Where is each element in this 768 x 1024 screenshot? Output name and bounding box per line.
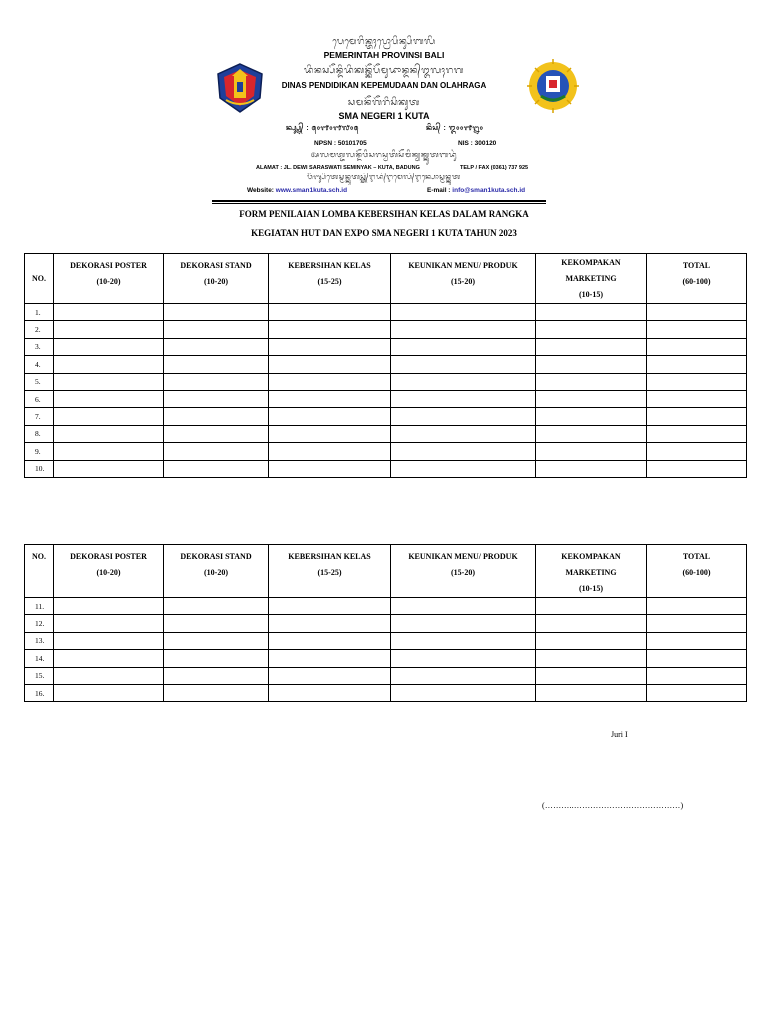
header-dekorasi-stand <box>164 545 269 598</box>
email-line <box>427 187 525 194</box>
table-row <box>25 390 747 407</box>
balinese-npsn-text: ᬦ᭄ᬧ᭄ᬲ᭄ᬦ᭄ : ᭕᭐᭑᭐᭑᭗᭐᭕ <box>286 125 359 132</box>
table-row <box>25 304 747 321</box>
score-cell-keunikan[interactable] <box>391 390 536 407</box>
table-header-row <box>25 545 747 598</box>
npsn-number: NPSN : 50101705 <box>314 140 367 147</box>
nis-number: NIS : 300120 <box>458 140 497 147</box>
table-row <box>25 356 747 373</box>
balinese-agency-text: ᬤᬶᬦᬲ᭄ᬧᭂᬦ᭄ᬤᬶᬤᬶᬓᬦ᭄ᬓᭂᬧᭂᬫᬸᬤᬵᬦ᭄ᬤᬦ᭄ᬑᬮᬄᬭᬕ <box>303 66 465 76</box>
row-number: 5. <box>25 373 54 390</box>
table-row <box>25 338 747 355</box>
row-number: 1. <box>25 304 54 321</box>
score-cell-keunikan[interactable] <box>391 425 536 442</box>
score-cell-stand[interactable] <box>164 615 269 632</box>
score-cell-keunikan[interactable] <box>391 667 536 684</box>
header-kekompakan-range: (10-15) <box>579 584 603 593</box>
score-cell-keunikan[interactable] <box>391 615 536 632</box>
website-label: Website: <box>247 187 274 194</box>
score-cell-total[interactable] <box>647 425 747 442</box>
header-total-range: (60-100) <box>682 277 711 286</box>
signature-line: (………..…………………………………) <box>542 801 684 810</box>
header-marketing-label: MARKETING <box>565 568 617 577</box>
score-cell-poster[interactable] <box>54 356 164 373</box>
score-cell-keunikan[interactable] <box>391 338 536 355</box>
score-cell-poster[interactable] <box>54 408 164 425</box>
header-kebersihan-range: (15-25) <box>317 277 342 286</box>
header-kebersihan-kelas <box>269 254 391 304</box>
score-cell-kekompakan[interactable] <box>536 684 647 701</box>
score-cell-keunikan[interactable] <box>391 356 536 373</box>
score-cell-kekompakan[interactable] <box>536 443 647 460</box>
header-total-label: TOTAL <box>682 261 711 270</box>
score-cell-kebersihan[interactable] <box>269 615 391 632</box>
header-dekorasi-stand <box>164 254 269 304</box>
header-no: NO. <box>25 545 54 598</box>
score-cell-kebersihan[interactable] <box>269 425 391 442</box>
score-cell-total[interactable] <box>647 632 747 649</box>
score-cell-total[interactable] <box>647 460 747 477</box>
score-cell-stand[interactable] <box>164 408 269 425</box>
header-total-label: TOTAL <box>682 552 711 561</box>
header-kekompakan-marketing <box>536 545 647 598</box>
score-cell-total[interactable] <box>647 443 747 460</box>
score-cell-keunikan[interactable] <box>391 598 536 615</box>
score-cell-poster[interactable] <box>54 390 164 407</box>
score-cell-kebersihan[interactable] <box>269 667 391 684</box>
header-kekompakan-range: (10-15) <box>579 289 603 299</box>
score-cell-poster[interactable] <box>54 615 164 632</box>
score-cell-poster[interactable] <box>54 650 164 667</box>
score-cell-kekompakan[interactable] <box>536 615 647 632</box>
table-row <box>25 667 747 684</box>
header-poster-label: DEKORASI POSTER <box>70 552 147 561</box>
score-cell-poster[interactable] <box>54 304 164 321</box>
table-row <box>25 650 747 667</box>
letterhead-divider-thin <box>212 203 546 204</box>
header-total <box>647 254 747 304</box>
score-cell-stand[interactable] <box>164 425 269 442</box>
score-cell-kebersihan[interactable] <box>269 356 391 373</box>
header-kebersihan-label: KEBERSIHAN KELAS <box>288 261 371 270</box>
score-cell-kebersihan[interactable] <box>269 373 391 390</box>
score-table-1-body <box>25 304 747 478</box>
header-poster-label: DEKORASI POSTER <box>70 261 147 270</box>
row-number: 6. <box>25 390 54 407</box>
table-row <box>25 373 747 390</box>
score-cell-keunikan[interactable] <box>391 632 536 649</box>
score-cell-stand[interactable] <box>164 598 269 615</box>
score-cell-stand[interactable] <box>164 390 269 407</box>
row-number: 3. <box>25 338 54 355</box>
table-row <box>25 408 747 425</box>
score-cell-kebersihan[interactable] <box>269 684 391 701</box>
score-cell-kekompakan[interactable] <box>536 338 647 355</box>
school-name: SMA NEGERI 1 KUTA <box>338 111 430 121</box>
score-cell-kekompakan[interactable] <box>536 408 647 425</box>
website-line <box>247 187 347 194</box>
score-cell-kekompakan[interactable] <box>536 304 647 321</box>
table-row <box>25 615 747 632</box>
score-cell-keunikan[interactable] <box>391 443 536 460</box>
balinese-web-text: ᬯᭂᬩ᭄ᬲᬶᬢᬾᬲ᭄ᬫᬦ᭄ᬓᬸᬢᬲ᭄ᬘ᭄ᬳ᭄ᬇᬤ᭄ᬇᬫᬾᬮ᭄ᬇᬦ᭄ᬧᭀᬲ᭄ᬫᬦ᭄ᬓᬸᬢ <box>307 173 461 181</box>
score-cell-total[interactable] <box>647 684 747 701</box>
score-cell-keunikan[interactable] <box>391 304 536 321</box>
row-number: 13. <box>25 632 54 649</box>
header-kekompakan-marketing <box>536 254 647 304</box>
score-cell-kebersihan[interactable] <box>269 338 391 355</box>
row-number: 9. <box>25 443 54 460</box>
header-dekorasi-poster <box>54 545 164 598</box>
balinese-nis-text: ᬦᬶᬲ᭄ : ᭓᭐᭐᭑᭒᭐ <box>426 125 484 132</box>
table-row <box>25 321 747 338</box>
score-cell-stand[interactable] <box>164 356 269 373</box>
score-cell-kebersihan[interactable] <box>269 304 391 321</box>
score-cell-kebersihan[interactable] <box>269 390 391 407</box>
table-row <box>25 684 747 701</box>
score-cell-stand[interactable] <box>164 632 269 649</box>
score-cell-total[interactable] <box>647 650 747 667</box>
score-cell-kekompakan[interactable] <box>536 356 647 373</box>
score-cell-total[interactable] <box>647 390 747 407</box>
score-table-1 <box>24 253 747 478</box>
score-cell-keunikan[interactable] <box>391 373 536 390</box>
row-number: 11. <box>25 598 54 615</box>
row-number: 8. <box>25 425 54 442</box>
header-poster-range: (10-20) <box>96 277 121 286</box>
row-number: 7. <box>25 408 54 425</box>
score-cell-kekompakan[interactable] <box>536 460 647 477</box>
email-link[interactable]: info@sman1kuta.sch.id <box>452 187 526 194</box>
agency-name: DINAS PENDIDIKAN KEPEMUDAAN DAN OLAHRAGA <box>281 81 487 90</box>
header-stand-range: (10-20) <box>204 568 228 577</box>
score-cell-poster[interactable] <box>54 667 164 684</box>
score-cell-total[interactable] <box>647 615 747 632</box>
score-cell-keunikan[interactable] <box>391 650 536 667</box>
score-cell-stand[interactable] <box>164 650 269 667</box>
balinese-province-text: ᬧᬾᬫᬾᬭᬶᬦ᭄ᬢᬄᬧ᭄ᬭᭀᬧᬶᬦ᭄ᬲᬶᬩᬮᬶ <box>332 37 436 47</box>
score-cell-total[interactable] <box>647 321 747 338</box>
province-name: PEMERINTAH PROVINSI BALI <box>323 50 445 60</box>
score-cell-kebersihan[interactable] <box>269 460 391 477</box>
score-cell-poster[interactable] <box>54 338 164 355</box>
table-row <box>25 460 747 477</box>
score-cell-total[interactable] <box>647 304 747 321</box>
header-stand-label: DEKORASI STAND <box>180 552 252 561</box>
score-cell-kekompakan[interactable] <box>536 632 647 649</box>
balinese-address-text: ᬅᬮᬫᬢ᭄ᬚᬮᬦ᭄ᬤᭂᬯᬶᬲᬭᬲ᭄ᬯᬢᬶᬲᭂᬫᬶᬦ᭄ᬬᬓ᭄ᬓᬸᬢᬩᬤᬸᬂ <box>310 150 458 159</box>
score-cell-keunikan[interactable] <box>391 408 536 425</box>
table-row <box>25 443 747 460</box>
header-total-range: (60-100) <box>682 568 711 577</box>
score-cell-kekompakan[interactable] <box>536 598 647 615</box>
table-header-row <box>25 254 747 304</box>
header-stand-label: DEKORASI STAND <box>180 261 252 270</box>
score-cell-poster[interactable] <box>54 632 164 649</box>
header-kebersihan-label: KEBERSIHAN KELAS <box>288 552 371 561</box>
row-number: 4. <box>25 356 54 373</box>
score-cell-total[interactable] <box>647 667 747 684</box>
header-kekompakan-label: KEKOMPAKAN <box>561 257 621 267</box>
score-cell-stand[interactable] <box>164 684 269 701</box>
score-cell-poster[interactable] <box>54 598 164 615</box>
header-marketing-label: MARKETING <box>565 273 617 283</box>
score-cell-total[interactable] <box>647 598 747 615</box>
score-cell-kekompakan[interactable] <box>536 373 647 390</box>
score-cell-poster[interactable] <box>54 460 164 477</box>
row-number: 15. <box>25 667 54 684</box>
score-cell-poster[interactable] <box>54 373 164 390</box>
header-keunikan-range: (15-20) <box>451 277 475 286</box>
row-number: 2. <box>25 321 54 338</box>
header-total <box>647 545 747 598</box>
score-cell-total[interactable] <box>647 338 747 355</box>
score-cell-kekompakan[interactable] <box>536 667 647 684</box>
score-cell-kebersihan[interactable] <box>269 408 391 425</box>
score-cell-stand[interactable] <box>164 443 269 460</box>
score-cell-total[interactable] <box>647 356 747 373</box>
score-table-2-body <box>25 598 747 702</box>
juri-label: Juri I <box>611 730 628 739</box>
score-cell-kekompakan[interactable] <box>536 650 647 667</box>
score-cell-stand[interactable] <box>164 304 269 321</box>
form-title-line2: KEGIATAN HUT DAN EXPO SMA NEGERI 1 KUTA TAHUN 2023 <box>251 228 517 238</box>
score-cell-total[interactable] <box>647 408 747 425</box>
score-cell-stand[interactable] <box>164 460 269 477</box>
header-keunikan-label: KEUNIKAN MENU/ PRODUK <box>408 552 518 561</box>
score-cell-poster[interactable] <box>54 425 164 442</box>
header-kebersihan-kelas <box>269 545 391 598</box>
score-cell-kebersihan[interactable] <box>269 598 391 615</box>
score-table-2 <box>24 544 747 702</box>
header-keunikan-label: KEUNIKAN MENU/ PRODUK <box>408 261 518 270</box>
school-address: ALAMAT : JL. DEWI SARASWATI SEMINYAK – KUTA, BADUNG <box>256 165 420 171</box>
score-cell-stand[interactable] <box>164 373 269 390</box>
score-cell-kekompakan[interactable] <box>536 390 647 407</box>
score-cell-kebersihan[interactable] <box>269 443 391 460</box>
header-kebersihan-range: (15-25) <box>317 568 342 577</box>
school-phone: TELP / FAX (0361) 737 925 <box>460 165 529 171</box>
letterhead <box>0 0 768 205</box>
balinese-school-text: ᬲᬫᬦᭂᬕᭂᬭᬶᬲᬶᬓᬸᬢ <box>347 98 421 108</box>
score-cell-poster[interactable] <box>54 684 164 701</box>
row-number: 12. <box>25 615 54 632</box>
score-cell-stand[interactable] <box>164 321 269 338</box>
score-cell-stand[interactable] <box>164 338 269 355</box>
row-number: 16. <box>25 684 54 701</box>
score-cell-kebersihan[interactable] <box>269 321 391 338</box>
table-row <box>25 425 747 442</box>
row-number: 14. <box>25 650 54 667</box>
score-cell-poster[interactable] <box>54 443 164 460</box>
score-cell-poster[interactable] <box>54 321 164 338</box>
header-keunikan-range: (15-20) <box>451 568 475 577</box>
header-poster-range: (10-20) <box>96 568 121 577</box>
table-row <box>25 598 747 615</box>
header-dekorasi-poster <box>54 254 164 304</box>
header-keunikan-menu <box>391 545 536 598</box>
score-cell-kebersihan[interactable] <box>269 650 391 667</box>
email-label: E-mail : <box>427 187 451 194</box>
header-keunikan-menu <box>391 254 536 304</box>
header-stand-range: (10-20) <box>204 277 228 286</box>
score-cell-keunikan[interactable] <box>391 321 536 338</box>
table-row <box>25 632 747 649</box>
score-cell-stand[interactable] <box>164 667 269 684</box>
score-cell-keunikan[interactable] <box>391 684 536 701</box>
score-cell-kekompakan[interactable] <box>536 321 647 338</box>
header-no: NO. <box>25 254 54 304</box>
form-title-line1: FORM PENILAIAN LOMBA KEBERSIHAN KELAS DALAM RANGKA <box>239 209 529 219</box>
score-cell-total[interactable] <box>647 373 747 390</box>
row-number: 10. <box>25 460 54 477</box>
score-cell-kekompakan[interactable] <box>536 425 647 442</box>
website-link[interactable]: www.sman1kuta.sch.id <box>275 187 348 194</box>
letterhead-divider-thick <box>212 200 546 202</box>
score-cell-keunikan[interactable] <box>391 460 536 477</box>
header-kekompakan-label: KEKOMPAKAN <box>561 552 621 561</box>
score-cell-kebersihan[interactable] <box>269 632 391 649</box>
